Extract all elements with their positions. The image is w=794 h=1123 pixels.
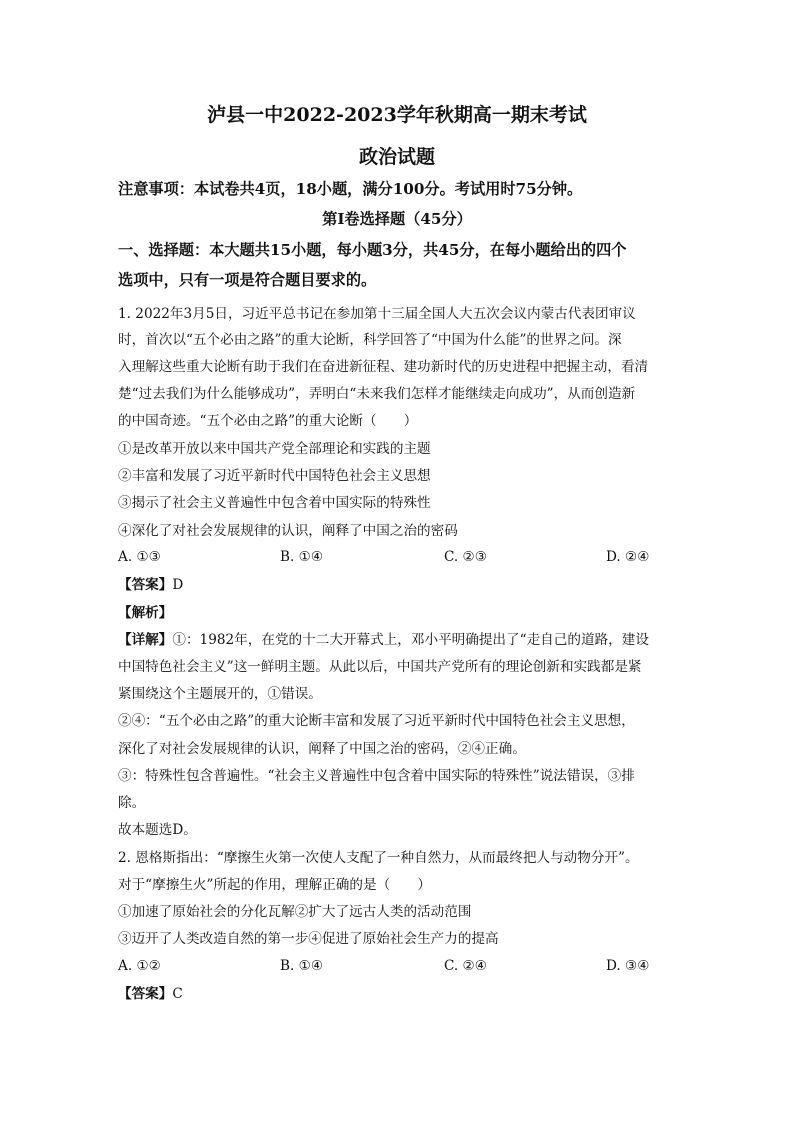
- q1-statement: ①是改革开放以来中国共产党全部理论和实践的主题: [118, 441, 431, 457]
- q1-stem-line: 时，首次以“五个必由之路”的重大论断，科学回答了“中国为什么能”的世界之问。深: [118, 332, 622, 348]
- q1-option-d: D. ②④: [606, 549, 650, 565]
- q1-stem-line: 的中国奇迹。“五个必由之路”的重大论断（ ）: [118, 413, 418, 429]
- q1-option-b: B. ①④: [280, 549, 324, 565]
- answer-tag: 【答案】: [118, 986, 173, 1002]
- q1-detail-line: 除。: [118, 795, 146, 811]
- q1-detail-line: ②④：“五个必由之路”的重大论断丰富和发展了习近平新时代中国特色社会主义思想，: [118, 713, 635, 729]
- q2-stem-line: 2. 恩格斯指出：“摩擦生火第一次使人支配了一种自然力，从而最终把人与动物分开”。: [118, 850, 639, 866]
- q1-statement: ③揭示了社会主义普遍性中包含着中国实际的特殊性: [118, 495, 431, 511]
- analysis-tag: 【解析】: [118, 605, 173, 621]
- q2-options: [118, 958, 678, 976]
- q1-detail-line: 深化了对社会发展规律的认识，阐释了中国之治的密码，②④正确。: [118, 741, 526, 757]
- answer-value: C: [172, 986, 183, 1002]
- section-title: 第I卷选择题（45分）: [322, 210, 472, 228]
- q2-answer: [118, 985, 678, 1003]
- q2-stem-line: 对于“摩擦生火”所起的作用，理解正确的是（ ）: [118, 877, 431, 893]
- q1-analysis-heading: [118, 604, 678, 622]
- q1-detail-line: 紧围绕这个主题展开的，①错误。: [118, 686, 322, 702]
- q1-answer: [118, 576, 678, 594]
- page-subtitle: 政治试题: [358, 146, 435, 168]
- q1-detail-line: [118, 631, 678, 649]
- q2-option-c: C. ②④: [444, 958, 487, 974]
- page-title: 泸县一中2022-2023学年秋期高一期末考试: [207, 104, 587, 126]
- q1-stem-line: 楚“过去我们为什么能够成功”，弄明白“未来我们怎样才能继续走向成功”，从而创造新: [118, 386, 636, 402]
- answer-tag: 【答案】: [118, 577, 173, 593]
- q1-detail-line: ③：特殊性包含普遍性。“社会主义普遍性中包含着中国实际的特殊性”说法错误，③排: [118, 768, 635, 784]
- detail-tag: 【详解】: [118, 632, 173, 648]
- q1-statement: ②丰富和发展了习近平新时代中国特色社会主义思想: [118, 468, 431, 484]
- q1-stem-line: 入理解这些重大论断有助于我们在奋进新征程、建功新时代的历史进程中把握主动，看清: [118, 359, 649, 375]
- q1-statement: ④深化了对社会发展规律的认识，阐释了中国之治的密码: [118, 523, 458, 539]
- detail-text: ①：1982年，在党的十二大开幕式上，邓小平明确提出了“走自己的道路，建设: [172, 632, 649, 648]
- answer-value: D: [172, 577, 184, 593]
- q1-option-c: C. ②③: [444, 549, 487, 565]
- q1-stem-line: 1. 2022年3月5日，习近平总书记在参加第十三届全国人大五次会议内蒙古代表团审议: [118, 306, 636, 322]
- q1-detail-line: 故本题选D。: [118, 822, 197, 838]
- q2-statement: ③迈开了人类改造自然的第一步④促进了原始社会生产力的提高: [118, 931, 499, 947]
- q2-option-b: B. ①④: [280, 958, 324, 974]
- q2-statement: ①加速了原始社会的分化瓦解②扩大了远古人类的活动范围: [118, 904, 472, 920]
- q2-option-d: D. ③④: [606, 958, 650, 974]
- q1-detail-line: 中国特色社会主义”这一鲜明主题。从此以后，中国共产党所有的理论创新和实践都是紧: [118, 659, 642, 675]
- q1-option-a: A. ①③: [118, 549, 161, 565]
- q1-options: [118, 549, 678, 567]
- instruction-line-2: 选项中，只有一项是符合题目要求的。: [118, 271, 377, 289]
- exam-notice: 注意事项：本试卷共4页，18小题，满分100分。考试用时75分钟。: [118, 180, 583, 198]
- instruction-line-1: 一、选择题：本大题共15小题，每小题3分，共45分，在每小题给出的四个: [118, 241, 627, 259]
- q2-option-a: A. ①②: [118, 958, 161, 974]
